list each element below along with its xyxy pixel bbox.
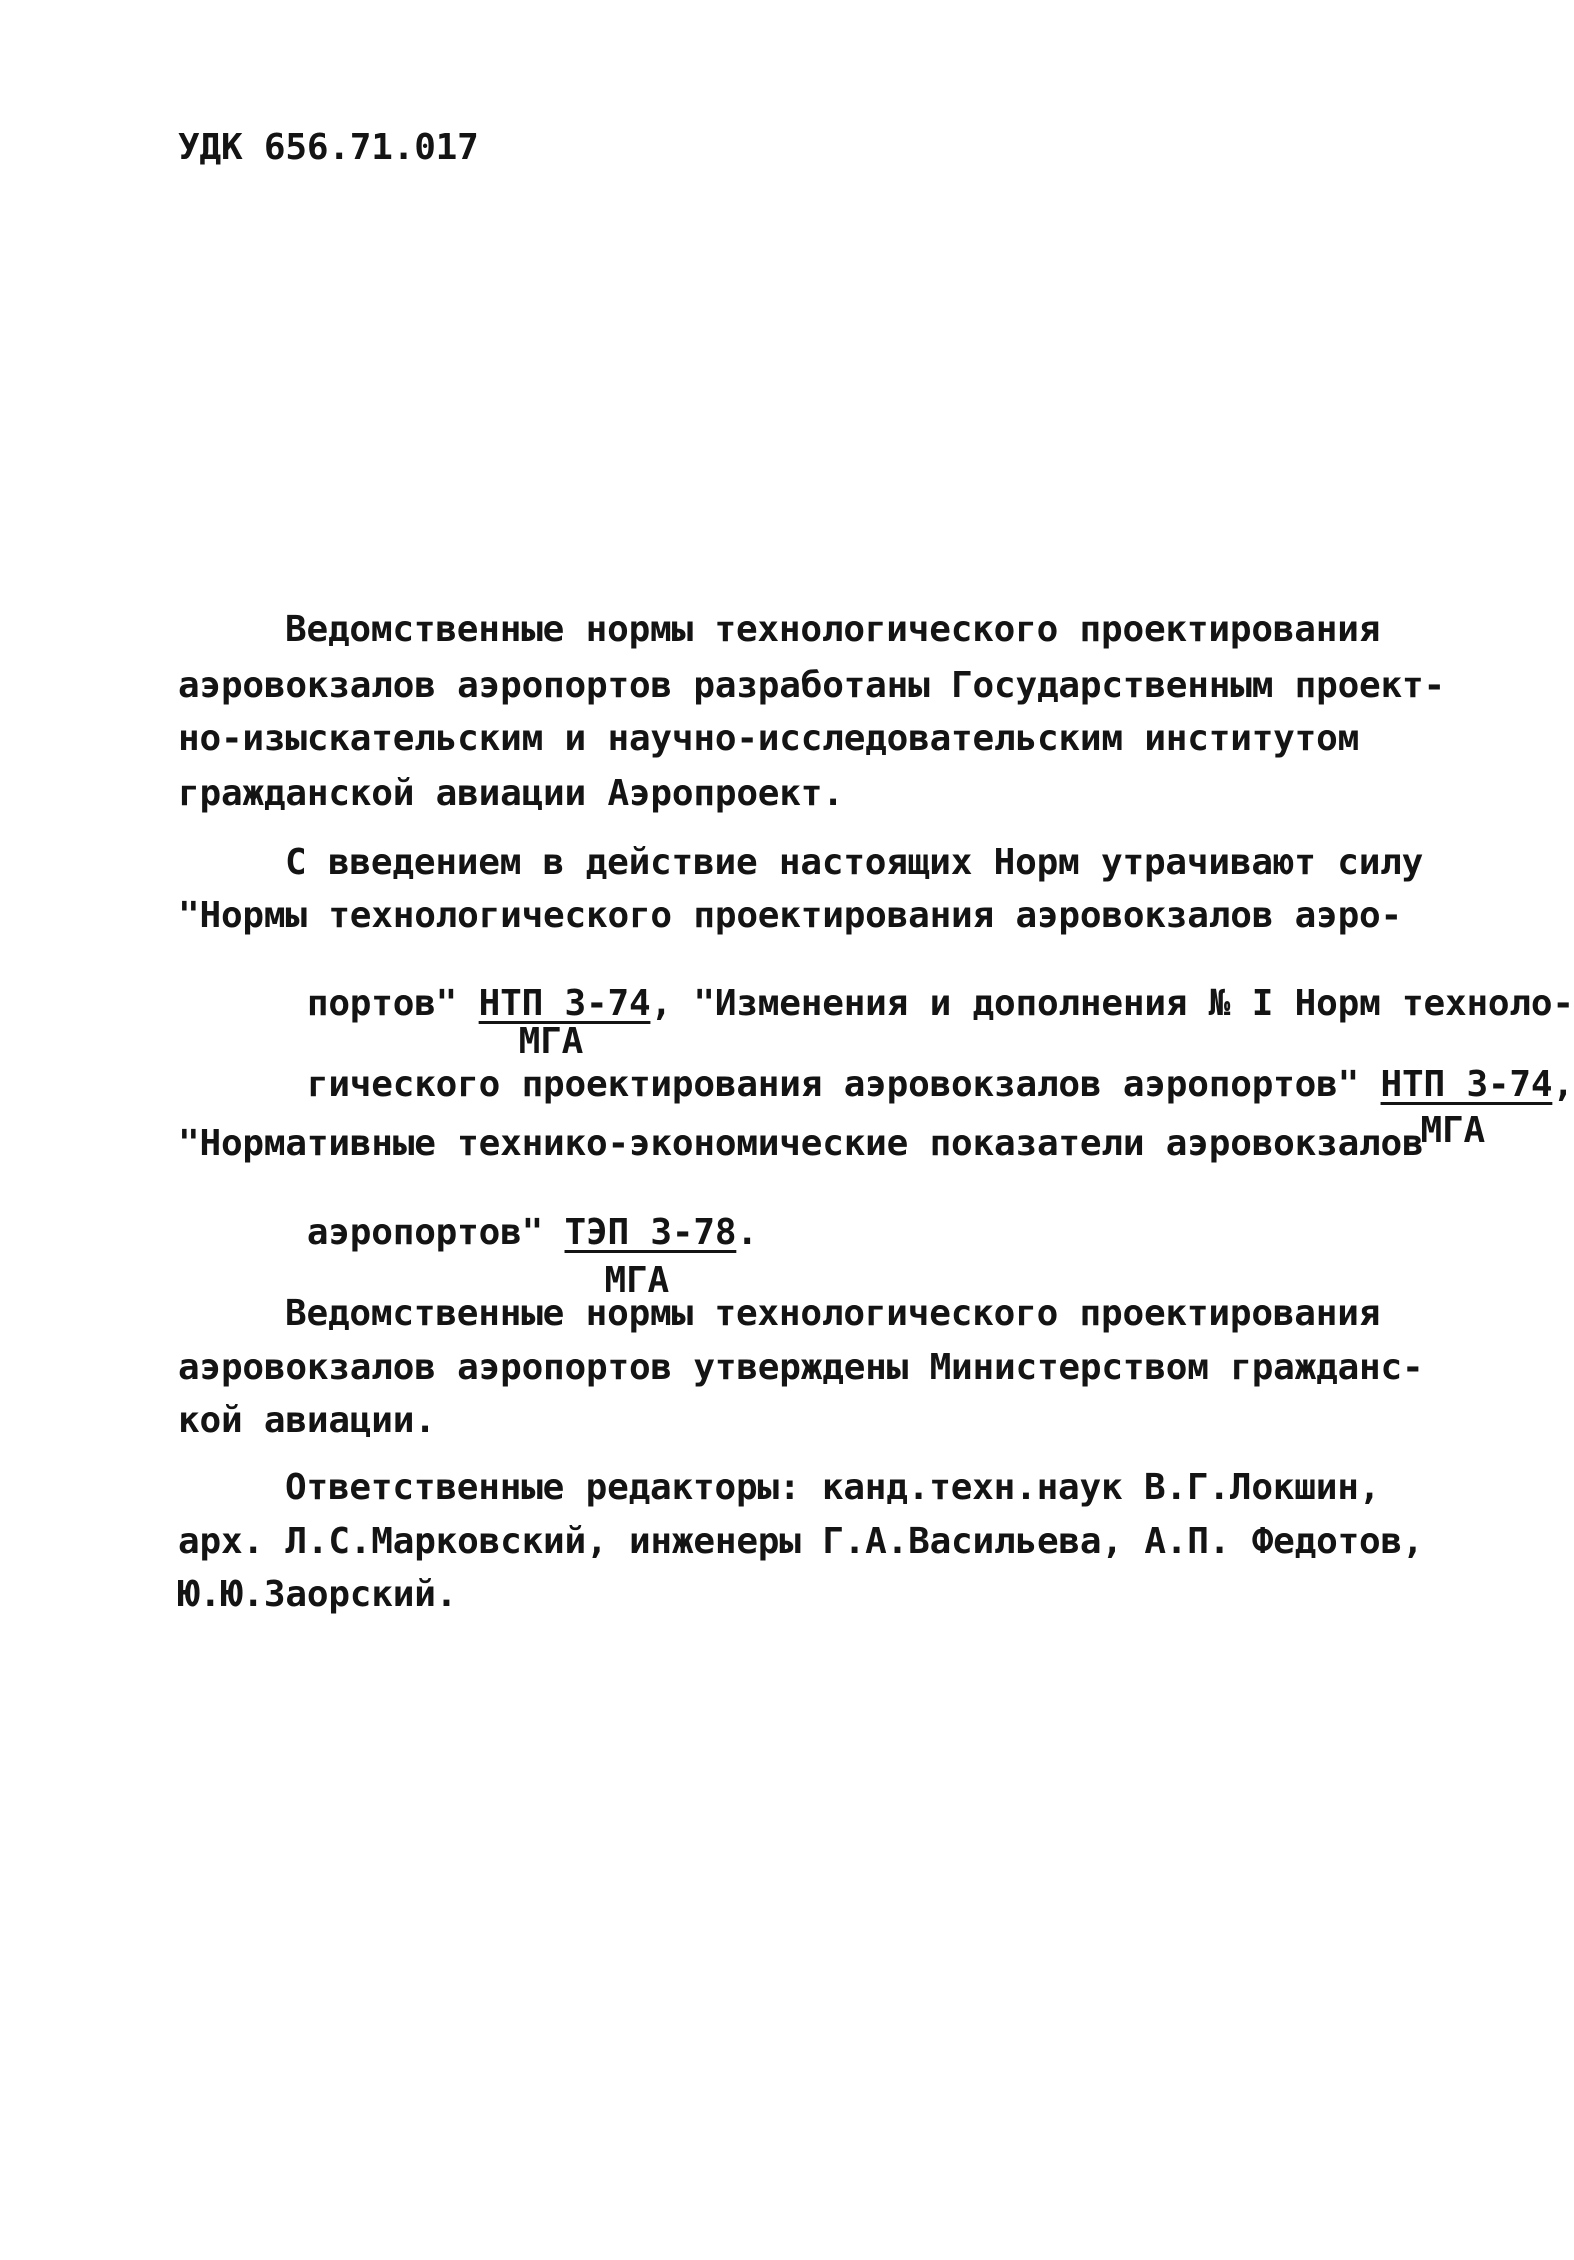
paragraph-line: С введением в действие настоящих Норм утрачивают силу [285, 842, 1424, 883]
norm-reference-ntp-1 [478, 983, 651, 1062]
paragraph-line: "Нормативные технико-экономические показатели аэровокзалов [178, 1123, 1424, 1164]
paragraph-line: аэровокзалов аэропортов разработаны Государственным проект- [178, 665, 1445, 706]
paragraph-line: Ю.Ю.Заорский. [178, 1574, 458, 1615]
norm-code: НТП 3-74 [1380, 1064, 1553, 1105]
norm-reference-tep [564, 1212, 737, 1301]
paragraph-line: гражданской авиации Аэропроект. [178, 773, 844, 814]
norm-code: НТП 3-74 [478, 983, 651, 1024]
paragraph-line [178, 1179, 758, 1301]
text-fragment: аэропортов" [306, 1212, 565, 1253]
udk-code: УДК 656.71.017 [178, 127, 479, 168]
text-fragment: портов" [306, 983, 479, 1024]
paragraph-line: Ответственные редакторы: канд.техн.наук В.Г.Локшин, [285, 1467, 1381, 1508]
norm-reference-ntp-2 [1380, 1064, 1553, 1151]
paragraph-line: "Нормы технологического проектирования аэровокзалов аэро- [178, 895, 1403, 936]
text-fragment: . [736, 1212, 758, 1253]
norm-code: ТЭП 3-78 [564, 1212, 737, 1253]
norm-authority: МГА [1420, 1110, 1485, 1151]
text-fragment: гического проектирования аэровокзалов аэропортов" [306, 1064, 1381, 1105]
norm-authority: МГА [518, 1021, 584, 1062]
paragraph-line: арх. Л.С.Марковский, инженеры Г.А.Васильева, А.П. Федотов, [178, 1521, 1424, 1562]
paragraph-line: Ведомственные нормы технологического проектирования [285, 609, 1381, 650]
paragraph-line: но-изыскательским и научно-исследовательским институтом [178, 718, 1360, 759]
paragraph-line: кой авиации. [178, 1400, 436, 1441]
paragraph-line: Ведомственные нормы технологического проектирования [285, 1293, 1381, 1334]
paragraph-line: аэровокзалов аэропортов утверждены Министерством гражданс- [178, 1347, 1424, 1388]
norm-authority: МГА [604, 1260, 669, 1301]
text-fragment: , [1552, 1064, 1574, 1105]
text-fragment: , "Изменения и дополнения № I Норм техноло- [650, 983, 1574, 1024]
